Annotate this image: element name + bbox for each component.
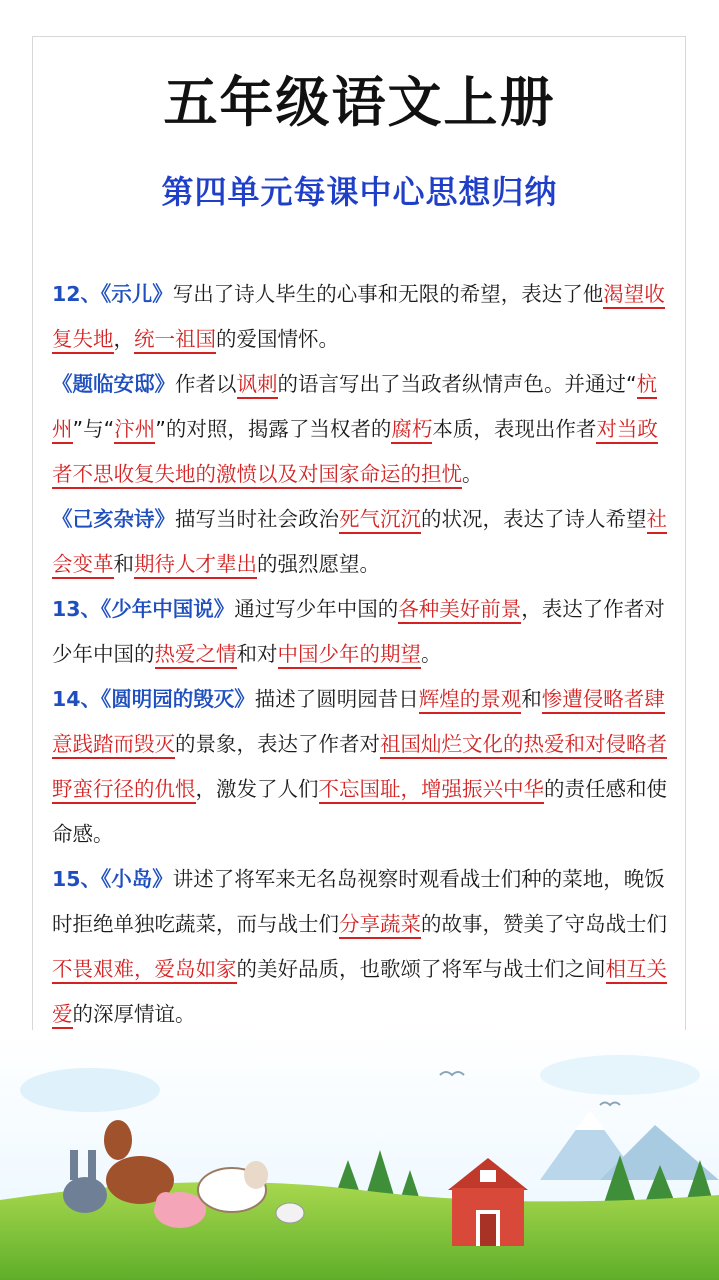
summary-paragraph: [52, 272, 672, 362]
key-phrase: 相互关爱: [52, 957, 667, 1029]
key-phrase: 热爱之情: [155, 642, 237, 669]
paragraph-text: 的深厚情谊。: [72, 1002, 196, 1026]
paragraph-text: ”与“: [72, 417, 115, 441]
paragraph-text: 描写当时社会政治: [175, 507, 339, 531]
paragraph-text: ，激发了人们: [195, 777, 319, 801]
key-phrase: 社会变革: [52, 507, 667, 579]
paragraph-text: 写出了诗人毕生的心事和无限的希望，表达了他: [172, 282, 604, 306]
paragraph-text: 的爱国情怀。: [216, 327, 339, 351]
paragraph-text: 和: [113, 552, 134, 576]
cloud: [540, 1055, 700, 1095]
summary-paragraph: [52, 857, 672, 1037]
paragraph-text: 本质，表现出作者: [432, 417, 597, 441]
paragraph-text: 描述了圆明园昔日: [254, 687, 419, 711]
paragraph-text: 的景象，表达了作者对: [175, 732, 380, 756]
key-phrase: 祖国灿烂文化的热爱和对侵略者野蛮行径的仇恨: [52, 732, 667, 804]
page-subtitle: 第四单元每课中心思想归纳: [161, 173, 558, 211]
paragraph-text: 的状况，表达了诗人希望: [421, 507, 647, 531]
paragraph-text: 和对: [236, 642, 278, 666]
farm-scene-illustration: [0, 1030, 719, 1280]
page-title: 五年级语文上册: [163, 70, 556, 134]
paragraph-text: 和: [521, 687, 542, 711]
paragraph-text: 的语言写出了当政者纵情声色。并通过“: [277, 372, 637, 396]
paragraph-text: 。: [421, 642, 442, 666]
key-phrase: 不忘国耻，增强振兴中华: [319, 777, 545, 804]
key-phrase: 讽刺: [237, 372, 278, 399]
key-phrase: 期待人才辈出: [134, 552, 257, 579]
key-phrase: 统一祖国: [134, 327, 216, 354]
paragraph-text: 通过写少年中国的: [234, 597, 399, 621]
key-phrase: 不畏艰难，爱岛如家: [52, 957, 237, 984]
key-phrase: 分享蔬菜: [339, 912, 421, 939]
key-phrase: 杭州: [52, 372, 657, 444]
cloud: [20, 1068, 160, 1112]
paragraph-text: 的责任感和使命感。: [52, 777, 667, 846]
key-phrase: 各种美好前景: [398, 597, 521, 624]
lesson-title: 13、《少年中国说》: [52, 597, 235, 621]
lesson-title: 15、《小岛》: [52, 867, 173, 891]
paragraph-text: 。: [462, 462, 483, 486]
key-phrase: 腐朽: [391, 417, 432, 444]
summary-content: [52, 272, 672, 1037]
summary-paragraph: [52, 362, 672, 497]
paragraph-text: ，: [113, 327, 134, 351]
lesson-title: 《题临安邸》: [52, 372, 175, 396]
key-phrase: 辉煌的景观: [419, 687, 522, 714]
paragraph-text: 作者以: [175, 372, 237, 396]
lesson-title: 12、《示儿》: [52, 282, 173, 306]
paragraph-text: 的强烈愿望。: [257, 552, 380, 576]
key-phrase: 汴州: [114, 417, 155, 444]
paragraph-text: 的故事，赞美了守岛战士们: [421, 912, 667, 936]
summary-paragraph: [52, 587, 672, 677]
paragraph-text: 讲述了将军来无名岛视察时观看战士们种的菜地，晚饭时拒绝单独吃蔬菜，而与战士们: [52, 867, 665, 936]
summary-paragraph: [52, 677, 672, 857]
paragraph-text: ”的对照，揭露了当权者的: [155, 417, 392, 441]
key-phrase: 对当政者不思收复失地的激愤以及对国家命运的担忧: [52, 417, 658, 489]
key-phrase: 惨遭侵略者肆意践踏而毁灭: [52, 687, 665, 759]
paragraph-text: 的美好品质，也歌颂了将军与战士们之间: [236, 957, 606, 981]
key-phrase: 渴望收复失地: [52, 282, 665, 354]
summary-paragraph: [52, 497, 672, 587]
key-phrase: 死气沉沉: [339, 507, 421, 534]
paragraph-text: ，表达了作者对少年中国的: [52, 597, 665, 666]
lesson-title: 《己亥杂诗》: [52, 507, 175, 531]
key-phrase: 中国少年的期望: [278, 642, 422, 669]
lesson-title: 14、《圆明园的毁灭》: [52, 687, 255, 711]
